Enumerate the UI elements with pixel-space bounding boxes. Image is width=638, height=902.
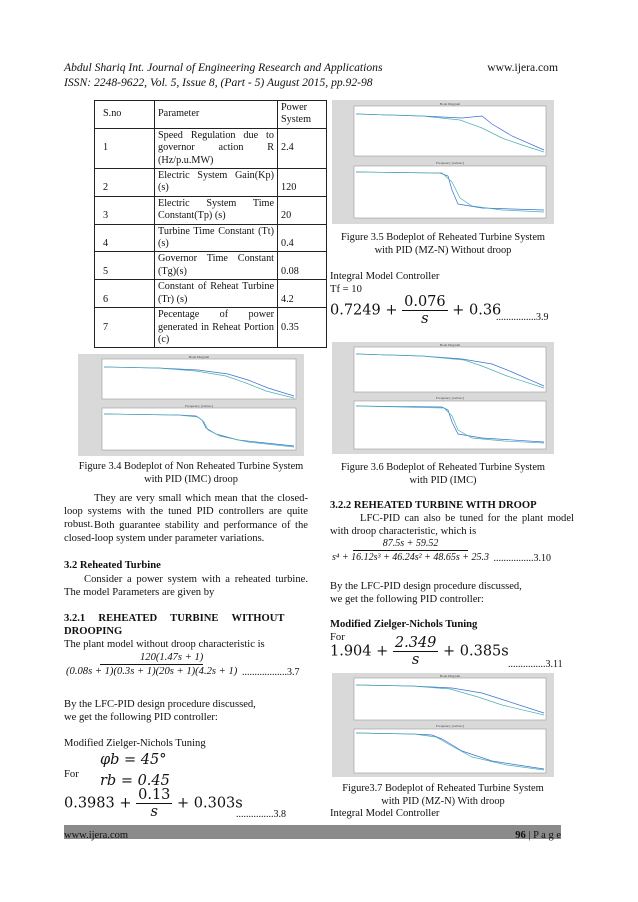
panel-title-bottom: Frequency (rad/sec) [436,396,464,400]
eq-3-9-number: ................3.9 [496,312,549,323]
table-header-row [95,101,327,129]
figure-3-6 [332,342,554,454]
eq-3-8-denominator: s [150,804,158,820]
eq-3-11-number: ...............3.11 [508,659,563,670]
section-3-2-1-heading-cont: DROOPING [64,626,123,637]
table-cell-value: 0.35 [278,308,327,348]
panel-title-bottom: Frequency (rad/sec) [185,404,213,408]
table-cell-value: 20 [278,196,327,224]
table-cell-value: 0.08 [278,252,327,280]
panel-title-top: Bode Diagram [439,674,461,678]
paragraph-lfc-droop: LFC-PID can also be tuned for the plant model with droop characteristic, which is [330,513,574,538]
table-row [95,308,327,348]
for-label: For [64,769,79,780]
tf-value: Tf = 10 [330,284,362,295]
eq-3-7-number: ..................3.7 [241,667,300,679]
equation-3-7 [64,651,299,679]
mzn-tuning-heading: Modified Zielger-Nichols Tuning [330,619,478,630]
panel-title-top: Bode Diagram [188,355,210,359]
bode-plot-3-6 [332,342,554,454]
eq-3-10-number: ................3.10 [493,553,552,564]
table-cell-param: Governor Time Constant (Tg)(s) [155,252,278,280]
panel-title-top: Bode Diagram [439,102,461,106]
table-cell-value: 2.4 [278,128,327,168]
table-cell-sno: 1 [95,128,155,168]
table-cell-sno: 6 [95,280,155,308]
table-cell-param: Pecentage of power generated in Reheat Portion (c) [155,308,278,348]
journal-url[interactable]: www.ijera.com [487,61,558,74]
equation-3-9 [330,294,501,327]
paragraph-reheated: Consider a power system with a reheated turbine. The model Parameters are given by [64,574,308,599]
panel-title-bottom: Frequency (rad/sec) [436,724,464,728]
mzn-tuning-label: Modified Zielger-Nichols Tuning [64,738,206,749]
table-cell-param: Electric System Gain(Kp) (s) [155,169,278,197]
table-row [95,169,327,197]
figure-3-5 [332,100,554,224]
table-row [95,128,327,168]
paragraph-stability: Both guarantee stability and performance of the closed-loop system under parameter variations. [64,520,308,545]
imc-label: Integral Model Controller [330,271,440,282]
eq-3-7-denominator: (0.08s + 1)(0.3s + 1)(20s + 1)(4.2s + 1) [66,666,238,678]
table-cell-sno: 4 [95,224,155,252]
table-header-cell: Power System [278,101,327,129]
table-cell-value: 0.4 [278,224,327,252]
page-label: | P a g e [528,830,561,841]
eq-3-9-numerator: 0.076 [404,294,446,310]
footer-bar [64,825,561,839]
eq-3-11-term3: + 0.385s [443,643,509,660]
eq-3-10-numerator: 87.5s + 59.52 [353,537,469,551]
paragraph-pid-controller: we get the following PID controller: [64,712,218,723]
eq-3-8-term3: + 0.303s [177,795,243,812]
table-cell-sno: 7 [95,308,155,348]
eq-3-8-numerator: 0.13 [138,787,171,803]
table-cell-sno: 2 [95,169,155,197]
paragraph-lfc-design: By the LFC-PID design procedure discussed, [64,699,256,710]
eq-3-10-denominator: s⁴ + 16.12s³ + 46.24s² + 48.65s + 25.3 [332,552,490,564]
eq-3-8-number: ...............3.8 [236,809,286,820]
for-label-2: For [330,632,345,643]
table-cell-value: 120 [278,169,327,197]
table-cell-value: 4.2 [278,280,327,308]
table-cell-param: Turbine Time Constant (Tt)(s) [155,224,278,252]
bode-plot-3-4 [78,354,304,456]
phi-b-equation: φb = 45° [100,752,167,768]
bode-plot-3-7 [332,673,554,777]
figure-3-4 [78,354,304,456]
table-header-cell: S.no [95,101,155,129]
eq-3-11-denominator: s [411,652,420,668]
eq-3-9-denominator: s [421,311,429,327]
equation-3-10 [330,537,551,565]
equation-3-11 [330,635,509,668]
table-row [95,224,327,252]
table-cell-param: Speed Regulation due to governor action R (Hz/p.u.MW) [155,128,278,168]
table-cell-sno: 5 [95,252,155,280]
figure-3-7 [332,673,554,777]
imc-label-2: Integral Model Controller [330,808,440,819]
table-header-cell: Parameter [155,101,278,129]
section-3-2-1-heading: 3.2.1 REHEATED TURBINE WITHOUT [64,613,285,624]
table-row [95,280,327,308]
section-3-2-heading: 3.2 Reheated Turbine [64,560,161,571]
eq-3-11-numerator: 2.349 [394,635,437,651]
eq-3-11-term1: 1.904 + [330,643,389,660]
figure-3-6-caption: Figure 3.6 Bodeplot of Reheated Turbine System with PID (IMC) [340,462,546,486]
eq-3-7-numerator: 120(1.47s + 1) [100,651,203,665]
paragraph-lfc-design-2: By the LFC-PID design procedure discussed, [330,581,522,592]
r-b-equation: rb = 0.45 [100,773,170,789]
journal-issn: ISSN: 2248-9622, Vol. 5, Issue 8, (Part - 5) August 2015, pp.92-98 [64,76,373,89]
panel-title-bottom: Frequency (rad/sec) [436,161,464,165]
eq-3-8-term1: 0.3983 + [64,795,132,812]
table-cell-sno: 3 [95,196,155,224]
footer-url[interactable]: www.ijera.com [64,830,129,841]
eq-3-9-term1: 0.7249 + [330,302,398,319]
footer-page-number [515,829,561,843]
eq-3-9-term3: + 0.36 [452,302,502,319]
table-cell-param: Electric System Time Constant(Tp) (s) [155,196,278,224]
paragraph-plant-model: The plant model without droop characteristic is [64,639,265,650]
figure-3-5-caption: Figure 3.5 Bodeplot of Reheated Turbine System with PID (MZ-N) Without droop [340,232,546,256]
paragraph-pid-controller-2: we get the following PID controller: [330,594,484,605]
figure-3-7-caption: Figure3.7 Bodeplot of Reheated Turbine System with PID (MZ-N) With droop [342,783,544,807]
panel-title-top: Bode Diagram [439,343,461,347]
equation-3-8 [64,787,243,820]
page-number: 96 [515,830,526,841]
table-row [95,252,327,280]
parameter-table [94,100,327,348]
table-cell-param: Constant of Reheat Turbine (Tr) (s) [155,280,278,308]
table-row [95,196,327,224]
paragraph-robust: They are very small which mean that the closed-loop systems with the tuned PID controllers are quite robust. [64,493,308,531]
figure-3-4-caption: Figure 3.4 Bodeplot of Non Reheated Turbine System with PID (IMC) droop [78,461,304,485]
journal-title: Abdul Shariq Int. Journal of Engineering Research and Applications [64,61,383,74]
section-3-2-2-heading: 3.2.2 REHEATED TURBINE WITH DROOP [330,500,537,511]
bode-plot-3-5 [332,100,554,224]
